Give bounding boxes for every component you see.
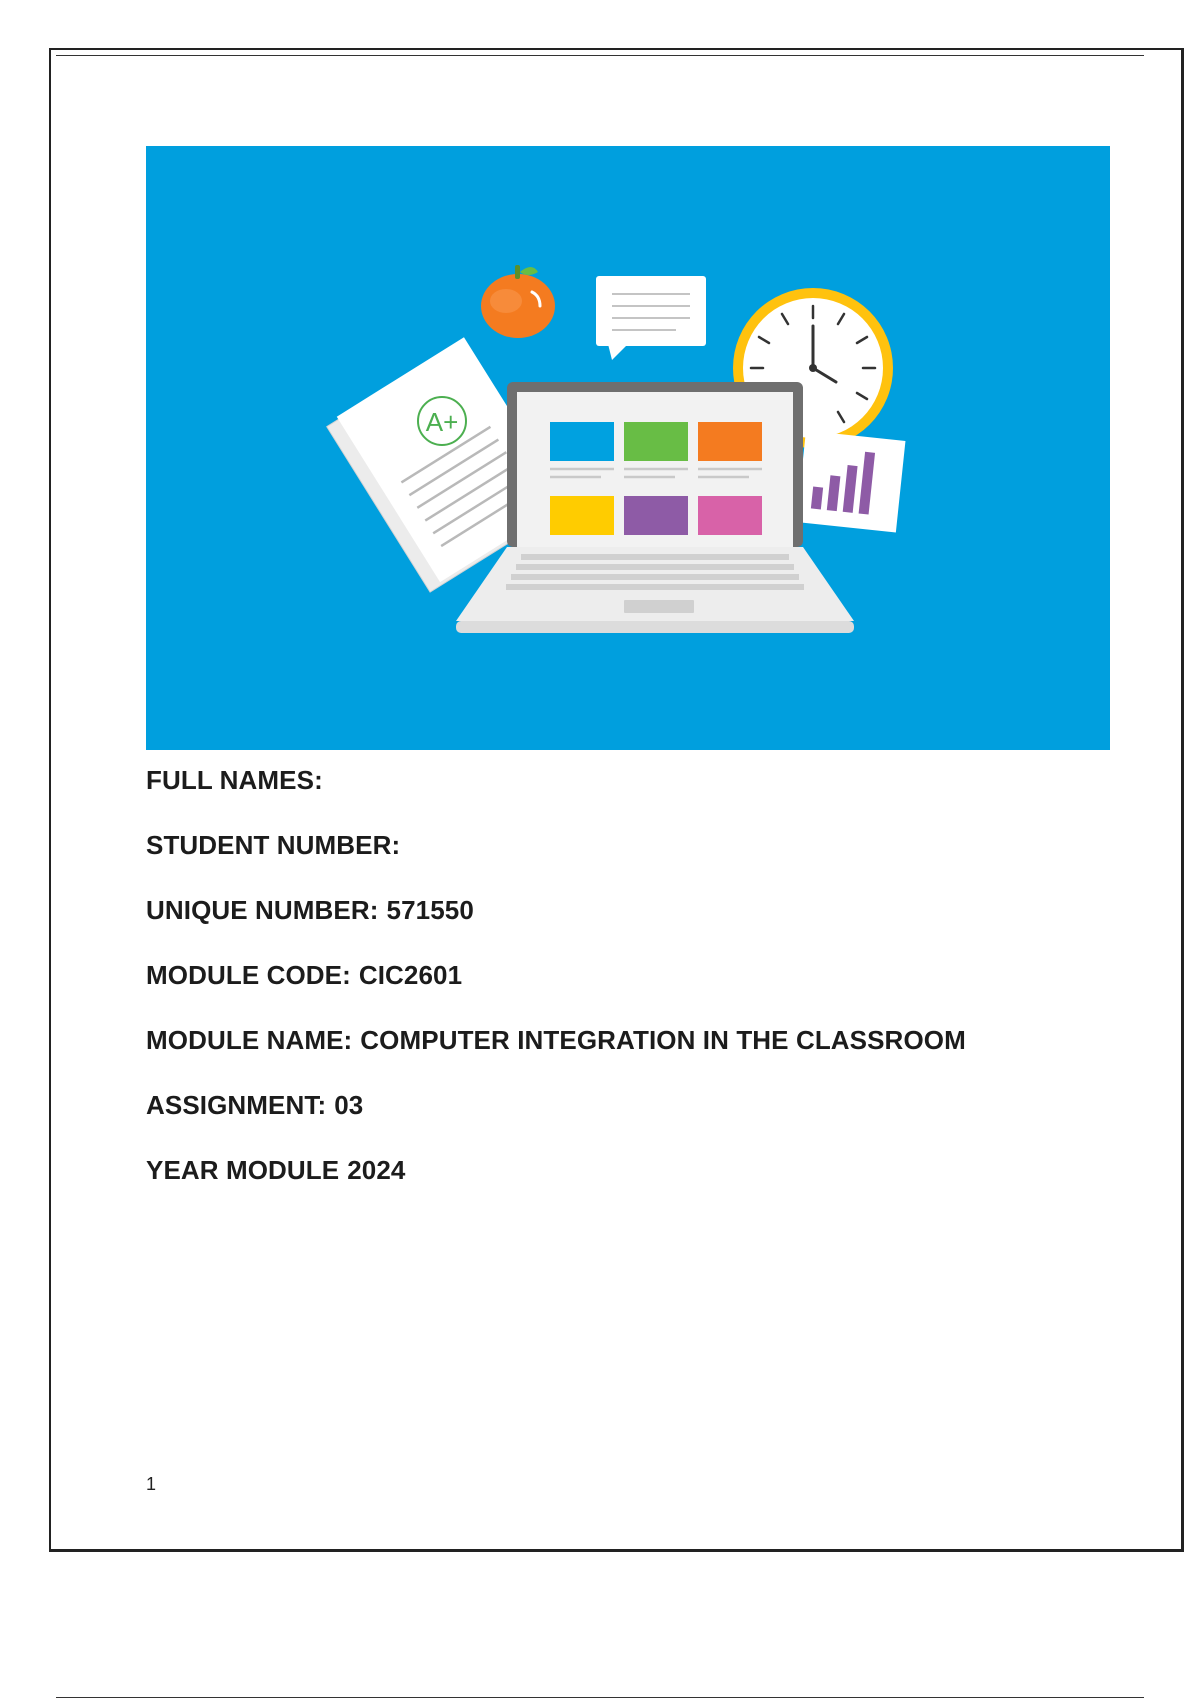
assignment-line (146, 1087, 1126, 1152)
assignment-label: ASSIGNMENT: (146, 1090, 327, 1120)
module-code-label: MODULE CODE: (146, 960, 351, 990)
module-name-value: COMPUTER INTEGRATION IN THE CLASSROOM (360, 1025, 966, 1055)
module-name-line (146, 1022, 1126, 1087)
module-code-value: CIC2601 (358, 960, 463, 990)
header-rule (56, 55, 1144, 56)
unique-number-line (146, 892, 1126, 957)
full-names-label: FULL NAMES: (146, 765, 323, 795)
year-module-line (146, 1152, 1126, 1217)
grade-mark: A+ (425, 407, 459, 437)
year-module-label: YEAR MODULE (146, 1155, 340, 1185)
student-number-label: STUDENT NUMBER: (146, 830, 401, 860)
student-number-line (146, 827, 1126, 892)
footer-rule (56, 1697, 1144, 1698)
module-name-label: MODULE NAME: (146, 1025, 353, 1055)
year-module-value: 2024 (347, 1155, 406, 1185)
assignment-value: 03 (334, 1090, 364, 1120)
page-number: 1 (146, 1474, 157, 1494)
cover-illustration (146, 146, 1110, 750)
unique-number-label: UNIQUE NUMBER: (146, 895, 379, 925)
full-names-line (146, 762, 1126, 827)
module-code-line (146, 957, 1126, 1022)
cover-details (146, 762, 1126, 1217)
laptop-icon (456, 382, 854, 633)
bar-chart-card-icon (796, 430, 905, 532)
unique-number-value: 571550 (386, 895, 474, 925)
